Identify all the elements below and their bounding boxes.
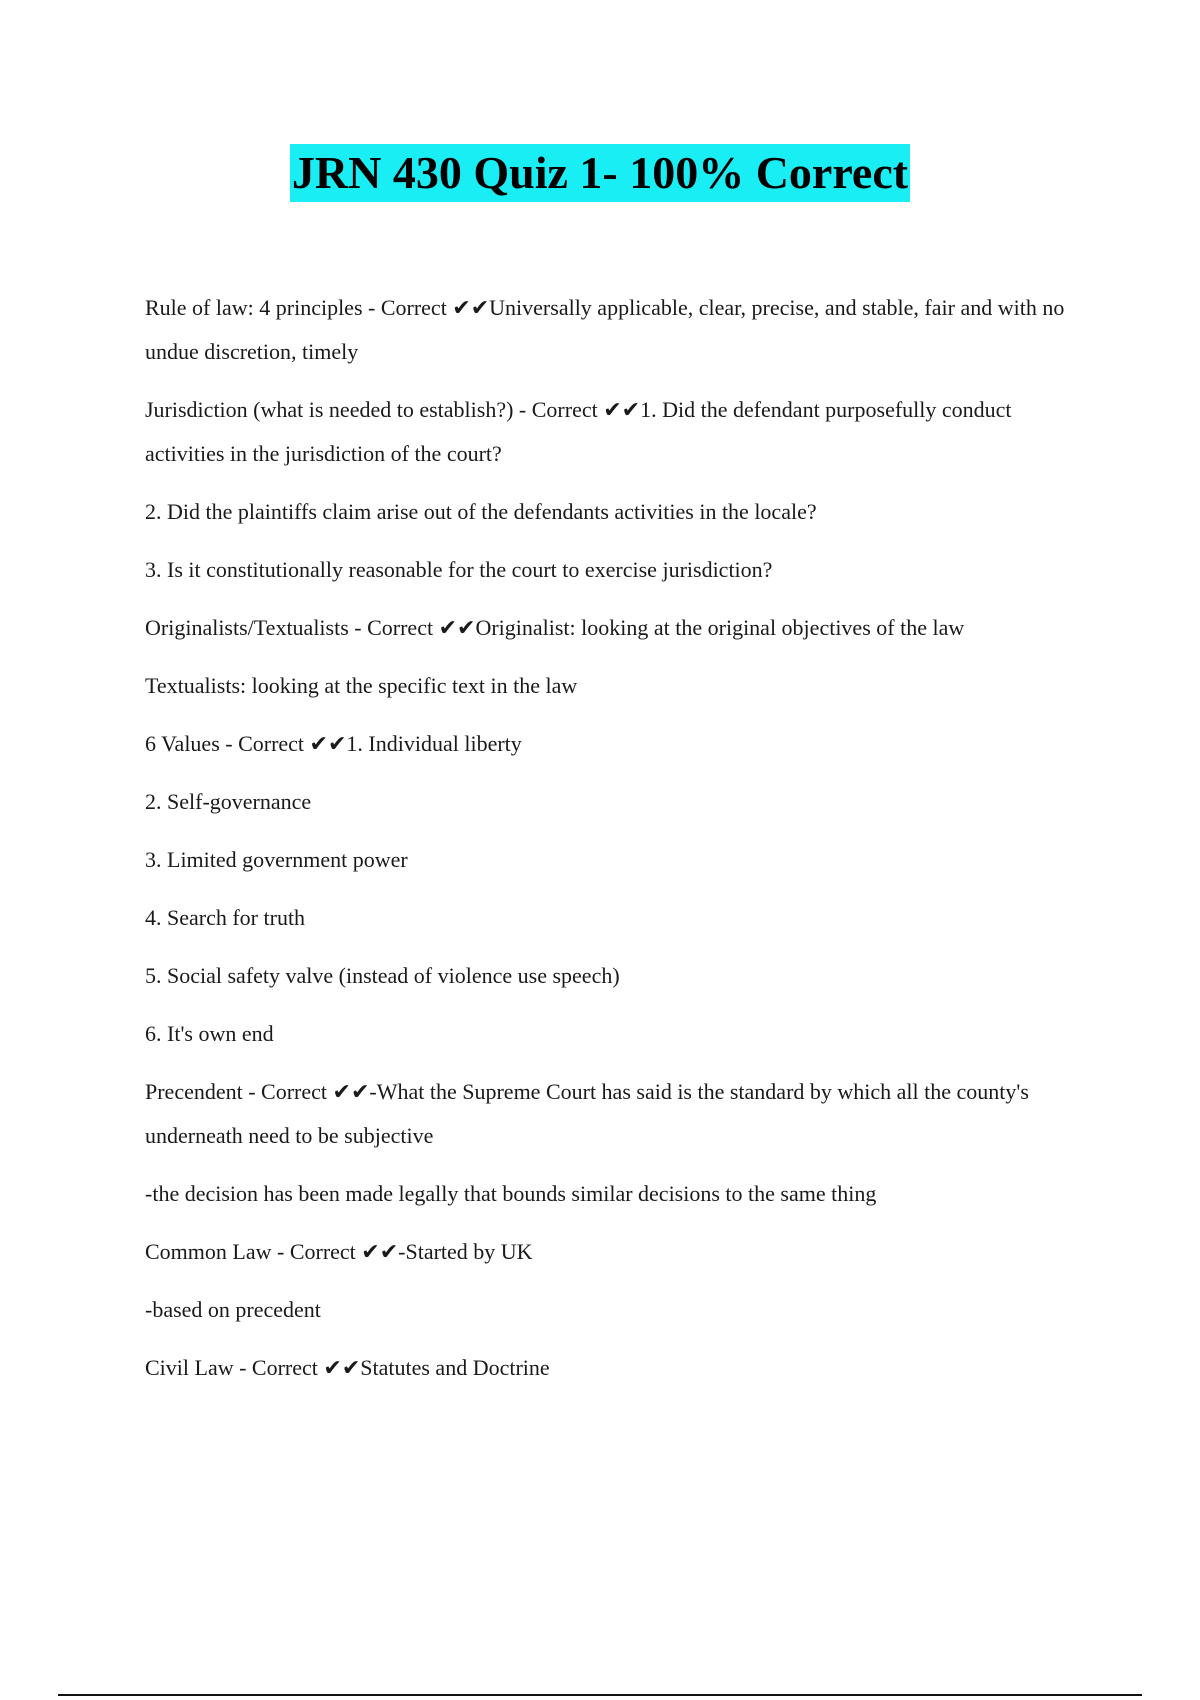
paragraph-originalists: Originalists/Textualists - Correct ✔✔Originalist: looking at the original objectives of the law bbox=[145, 615, 965, 640]
title-container bbox=[0, 144, 1200, 202]
paragraph-value-4: 4. Search for truth bbox=[145, 905, 306, 930]
paragraph-precedent-2: -the decision has been made legally that bounds similar decisions to the same thing bbox=[145, 1181, 877, 1206]
paragraph-jurisdiction-2: 2. Did the plaintiffs claim arise out of the defendants activities in the locale? bbox=[145, 499, 817, 524]
paragraph-common-law: Common Law - Correct ✔✔-Started by UK bbox=[145, 1239, 533, 1264]
paragraph-precedent: Precendent - Correct ✔✔-What the Supreme Court has said is the standard by which all the county's underneath need to be subjective bbox=[145, 1079, 1029, 1148]
document-title: JRN 430 Quiz 1- 100% Correct bbox=[290, 144, 910, 202]
paragraph-six-values: 6 Values - Correct ✔✔1. Individual liberty bbox=[145, 731, 522, 756]
paragraph-jurisdiction-3: 3. Is it constitutionally reasonable for the court to exercise jurisdiction? bbox=[145, 557, 773, 582]
paragraph-value-6: 6. It's own end bbox=[145, 1021, 274, 1046]
paragraph-value-3: 3. Limited government power bbox=[145, 847, 408, 872]
paragraph-common-law-2: -based on precedent bbox=[145, 1297, 321, 1322]
footer-divider bbox=[58, 1694, 1142, 1696]
paragraph-jurisdiction: Jurisdiction (what is needed to establish?) - Correct ✔✔1. Did the defendant purposefully conduct activities in the jurisdiction of the court? bbox=[145, 397, 1012, 466]
paragraph-value-5: 5. Social safety valve (instead of violence use speech) bbox=[145, 963, 620, 988]
paragraph-value-2: 2. Self-governance bbox=[145, 789, 312, 814]
paragraph-civil-law: Civil Law - Correct ✔✔Statutes and Doctrine bbox=[145, 1355, 550, 1380]
paragraph-rule-of-law: Rule of law: 4 principles - Correct ✔✔Universally applicable, clear, precise, and stable, fair and with no undue discretion, timely bbox=[145, 295, 1065, 364]
document-body bbox=[145, 286, 1085, 1404]
paragraph-textualists: Textualists: looking at the specific text in the law bbox=[145, 673, 578, 698]
